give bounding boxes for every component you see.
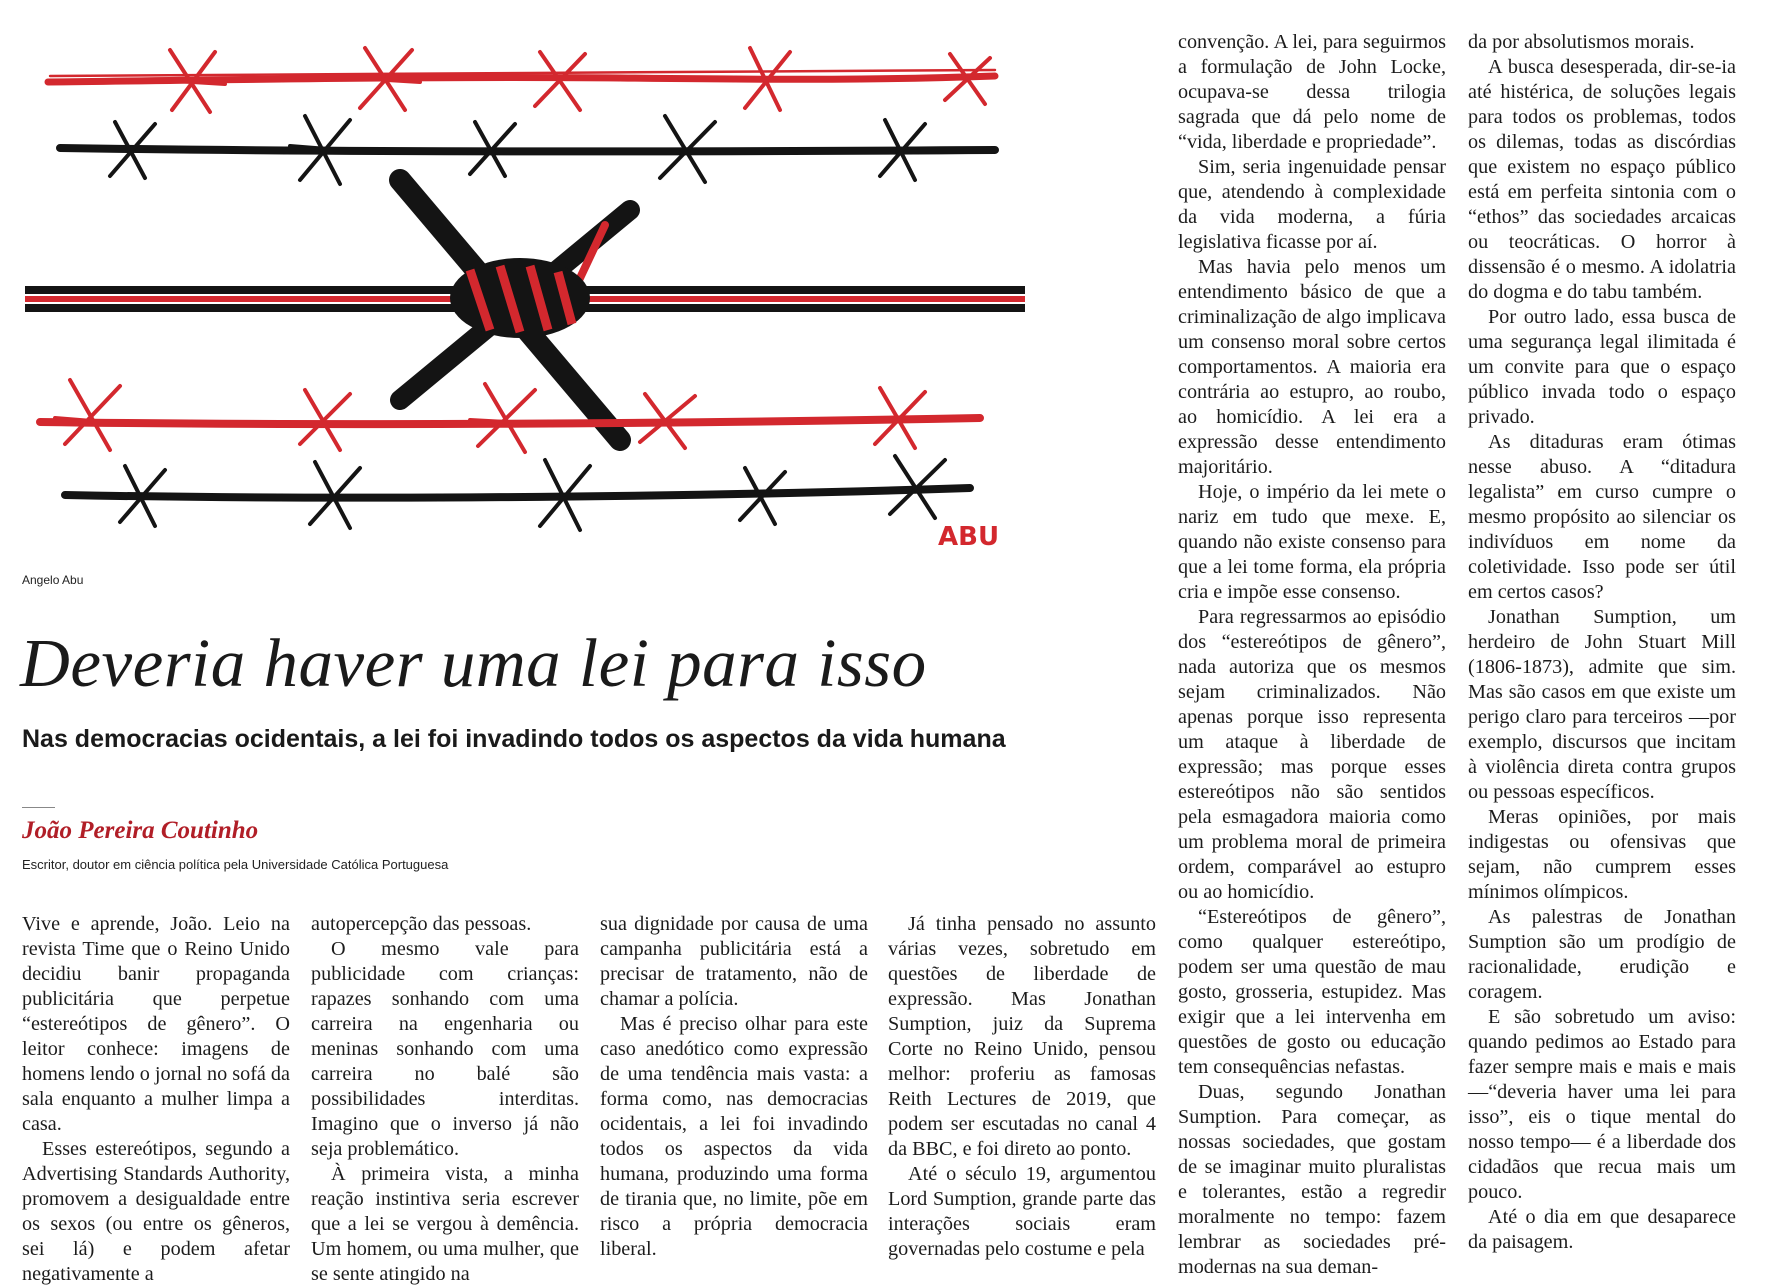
paragraph: convenção. A lei, para seguirmos a formulação de John Locke, ocupava-se dessa trilogia sagrada que dá pelo nome de “vida, liberdade e propriedade”. [1178, 31, 1446, 153]
body-column-5 [1178, 30, 1446, 1278]
headline: Deveria haver uma lei para isso [20, 625, 927, 701]
paragraph: “Estereótipos de gênero”, como qualquer estereótipo, podem ser uma questão de mau gosto, grosseria, estupidez. Mas exigir que a lei intervenha em questões de gosto ou educação tem consequências nefastas. [1178, 906, 1446, 1078]
red-wire-lower [40, 380, 980, 452]
paragraph: Mas havia pelo menos um entendimento básico de que a criminalização de algo implicava um consenso moral sobre certos comportamentos. A maioria era contrária ao estupro, ao roubo, ao homicídio. A lei era a expressão desse entendimento majoritário. [1178, 256, 1446, 478]
red-wire-top [48, 48, 995, 112]
author-name: João Pereira Coutinho [22, 817, 259, 844]
byline-divider [22, 807, 55, 808]
photo-credit: Angelo Abu [22, 573, 84, 587]
paragraph: Já tinha pensado no assunto várias vezes, sobretudo em questões de liberdade de expressão. Mas Jonathan Sumption, juiz da Suprema Corte no Reino Unido, pensou melhor: proferiu as famosas Reith Lectures de 2019, que podem ser escutadas no canal 4 da BBC, e foi direto ao ponto. [888, 913, 1156, 1160]
body-column-2 [311, 912, 579, 1285]
paragraph: Duas, segundo Jonathan Sumption. Para começar, as nossas sociedades, que gostam de se imaginar muito pluralistas e tolerantes, estão a regredir moralmente no tempo: fazem lembrar as sociedades pré-modernas na sua deman- [1178, 1081, 1446, 1278]
author-bio: Escritor, doutor em ciência política pela Universidade Católica Portuguesa [22, 857, 449, 872]
paragraph: Hoje, o império da lei mete o nariz em tudo que mexe. E, quando não existe consenso para que a lei tome forma, ela própria cria e impõe esse consenso. [1178, 481, 1446, 603]
body-column-6 [1468, 30, 1736, 1268]
paragraph: Até o dia em que desaparece da paisagem. [1468, 1206, 1736, 1253]
paragraph: Até o século 19, argumentou Lord Sumption, grande parte das interações sociais eram governadas pelo costume e pela [888, 1163, 1156, 1260]
paragraph: Sim, seria ingenuidade pensar que, atendendo à complexidade da vida moderna, a fúria legislativa ficasse por aí. [1178, 156, 1446, 253]
paragraph: sua dignidade por causa de uma campanha publicitária está a precisar de tratamento, não de chamar a polícia. [600, 913, 868, 1010]
black-wire-upper [60, 116, 995, 184]
illustration-signature: ABU [938, 522, 1000, 552]
body-column-1 [22, 912, 290, 1285]
paragraph: As palestras de Jonathan Sumption são um prodígio de racionalidade, erudição e coragem. [1468, 906, 1736, 1003]
barbed-wire-drawing [20, 40, 1030, 565]
paragraph: autopercepção das pessoas. [311, 913, 532, 935]
paragraph: Por outro lado, essa busca de uma segurança legal ilimitada é um convite para que o espaço público invada todo o espaço privado. [1468, 306, 1736, 428]
paragraph: Vive e aprende, João. Leio na revista Time que o Reino Unido decidiu banir propaganda publicitária que perpetue “estereótipos de gênero”. O leitor conhece: imagens de homens lendo o jornal no sofá da sala enquanto a mulher limpa a casa. [22, 913, 290, 1135]
paragraph: Esses estereótipos, segundo a Advertising Standards Authority, promovem a desigualdade entre os sexos (ou entre os gêneros, sei lá) e podem afetar negativamente a [22, 1138, 290, 1285]
paragraph: Meras opiniões, por mais indigestas ou ofensivas que sejam, não cumprem esses mínimos olímpicos. [1468, 806, 1736, 903]
paragraph: A busca desesperada, dir-se-ia até histérica, de soluções legais para todos os problemas, todos os dilemas, todas as discórdias que existem no espaço público está em perfeita sintonia com o “ethos” das sociedades arcaicas ou teocráticas. O horror à dissensão é o mesmo. A idolatria do dogma e do tabu também. [1468, 56, 1736, 303]
barbed-wire-illustration [20, 40, 1030, 565]
paragraph: E são sobretudo um aviso: quando pedimos ao Estado para fazer sempre mais e mais e mais —“deveria haver uma lei para isso”, eis o tique mental do nosso tempo— é a liberdade dos cidadãos que recua mais um pouco. [1468, 1006, 1736, 1203]
body-column-4 [888, 912, 1156, 1262]
paragraph: da por absolutismos morais. [1468, 31, 1695, 53]
paragraph: O mesmo vale para publicidade com crianças: rapazes sonhando com uma carreira na engenharia ou meninas sonhando com uma carreira no balé são possibilidades interditas. Imagino que o inverso já não seja problemático. [311, 938, 579, 1160]
paragraph: Jonathan Sumption, um herdeiro de John Stuart Mill (1806-1873), admite que sim. Mas são casos em que existe um perigo claro para terceiros —por exemplo, discursos que incitam à violência direta contra grupos ou pessoas específicos. [1468, 606, 1736, 803]
paragraph: Para regressarmos ao episódio dos “estereótipos de gênero”, nada autoriza que os mesmos sejam criminalizados. Não apenas porque isso representa um ataque à liberdade de expressão; mas porque esses estereótipos não são sentidos pela esmagadora maioria como um problema moral de primeira ordem, comparável ao estupro ou ao homicídio. [1178, 606, 1446, 903]
body-column-3 [600, 912, 868, 1262]
black-wire-lower [65, 456, 970, 530]
paragraph: As ditaduras eram ótimas nesse abuso. A “ditadura legalista” em curso cumpre o mesmo propósito ao silenciar os indivíduos em nome da coletividade. Isso pode ser útil em certos casos? [1468, 431, 1736, 603]
paragraph: À primeira vista, a minha reação instintiva seria escrever que a lei se vergou à demência. Um homem, ou uma mulher, que se sente atingido na [311, 1163, 579, 1285]
paragraph: Mas é preciso olhar para este caso anedótico como expressão de uma tendência mais vasta: a forma como, nas democracias ocidentais, a lei foi invadindo todos os aspectos da vida humana, produzindo uma forma de tirania que, no limite, põe em risco a própria democracia liberal. [600, 1013, 868, 1260]
subheadline: Nas democracias ocidentais, a lei foi invadindo todos os aspectos da vida humana [22, 725, 1006, 753]
